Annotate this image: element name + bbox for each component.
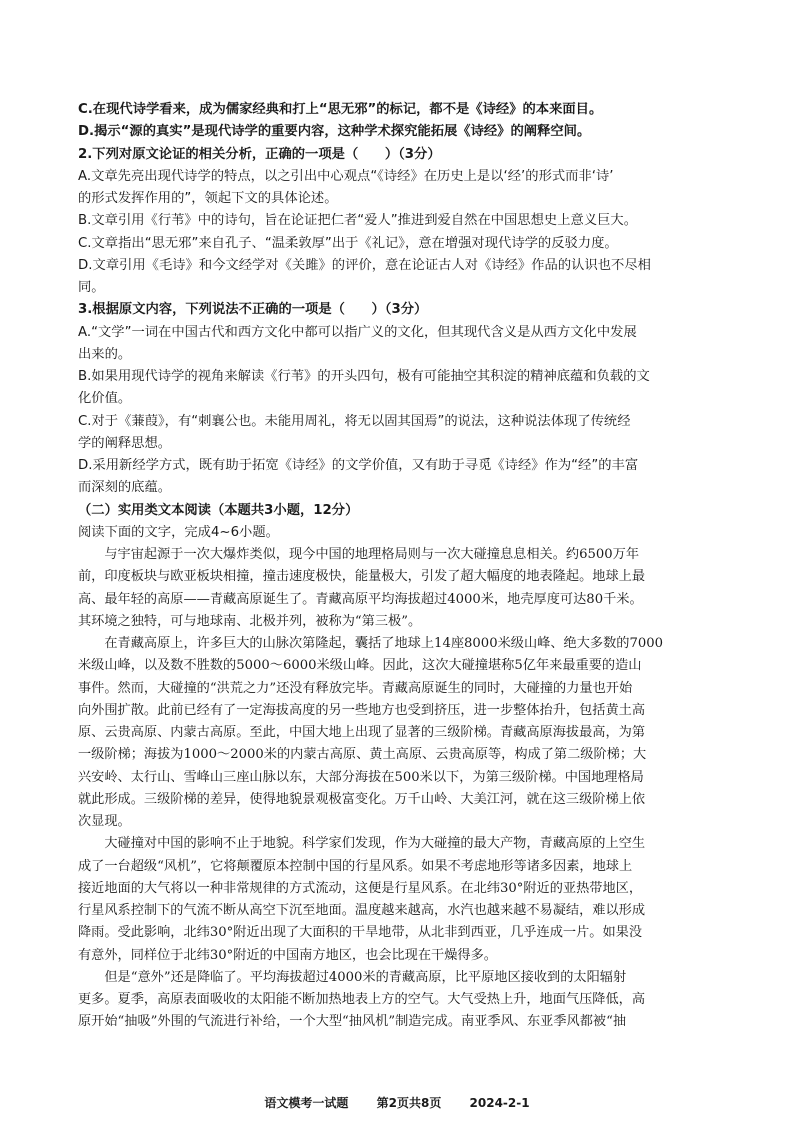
text-line: D.揭示“源的真实”是现代诗学的重要内容，这种学术探究能拓展《诗经》的阐释空间。 (78, 124, 591, 140)
text-line: D.文章引用《毛诗》和今文经学对《关雎》的评价，意在论证古人对《诗经》作品的认识也不尽相 (78, 257, 651, 273)
text-line: A.“文学”一词在中国古代和西方文化中都可以指广义的文化，但其现代含义是从西方文化中发展 (78, 324, 637, 340)
text-line: 兴安岭、太行山、雪峰山三座山脉以东，大部分海拔在500米以下，为第三级阶梯。中国地理格局 (78, 769, 644, 785)
page-footer (0, 1094, 794, 1111)
footer-page-number: 第2页共8页 (376, 1096, 442, 1110)
text-line: B.如果用现代诗学的视角来解读《行苇》的开头四句，极有可能抽空其积淀的精神底蕴和负载的文 (78, 369, 650, 384)
text-line: A.文章先亮出现代诗学的特点，以之引出中心观点“《诗经》在历史上是以‘经’的形式而非‘诗’ (78, 168, 614, 184)
text-line: C.文章指出“思无邪”来自孔子、“温柔敦厚”出于《礼记》，意在增强对现代诗学的反驳力度。 (78, 235, 618, 251)
text-line: 2.下列对原文论证的相关分析，正确的一项是（ ）（3分） (78, 146, 441, 162)
text-line: 出来的。 (78, 346, 132, 362)
text-line: 一级阶梯；海拔为1000～2000米的内蒙古高原、黄土高原、云贵高原等，构成了第二级阶梯；大 (78, 747, 647, 763)
text-line: C.在现代诗学看来，成为儒家经典和打上“思无邪”的标记，都不是《诗经》的本来面目。 (78, 102, 603, 117)
text-line: 阅读下面的文字，完成4~6小题。 (78, 524, 279, 540)
text-line: 更多。夏季，高原表面吸收的太阳能不断加热地表上方的空气。大气受热上升，地面气压降低，高 (78, 992, 646, 1007)
text-line: 次显现。 (78, 814, 131, 829)
text-line: 高、最年轻的高原——青藏高原诞生了。青藏高原平均海拔超过4000米，地壳厚度可达80千米。 (78, 591, 643, 607)
text-line: D.采用新经学方式，既有助于拓宽《诗经》的文学价值，又有助于寻觅《诗经》作为“经”的丰富 (78, 458, 639, 473)
text-line: 前，印度板块与欧亚板块相撞，撞击速度极快，能量极大，引发了超大幅度的地表隆起。地球上最 (78, 569, 646, 585)
text-line: 在青藏高原上，许多巨大的山脉次第隆起，囊括了地球上14座8000米级山峰、绝大多数的7000 (78, 636, 664, 651)
text-line: 与宇宙起源于一次大爆炸类似，现今中国的地理格局则与一次大碰撞息息相关。约6500万年 (78, 547, 640, 562)
text-line: 化价值。 (78, 391, 132, 407)
text-line: 米级山峰，以及数不胜数的5000～6000米级山峰。因此，这次大碰撞堪称5亿年来最重要的造山 (78, 658, 642, 674)
text-line: 有意外，同样位于北纬30°附近的中国南方地区，也会比现在干燥得多。 (78, 947, 497, 963)
text-line: 而深刻的底蕴。 (78, 480, 172, 496)
text-line: 其环境之独特，可与地球南、北极并列，被称为“第三极”。 (78, 613, 422, 629)
text-line: C.对于《蒹葭》，有“刺襄公也。未能用周礼，将无以固其国焉”的说法，这种说法体现了传统经 (78, 413, 631, 429)
text-line: 事件。然而，大碰撞的“洪荒之力”还没有释放完毕。青藏高原诞生的同时，大碰撞的力量也开始 (78, 680, 633, 696)
text-line: 接近地面的大气将以一种非常规律的方式流动，这便是行星风系。在北纬30°附近的亚热带地区， (78, 880, 643, 896)
text-line: （二）实用类文本阅读（本题共3小题，12分） (78, 502, 359, 518)
footer-subject: 语文模考一试题 (264, 1096, 349, 1110)
text-line: 降雨。受此影响，北纬30°附近出现了大面积的干旱地带，从北非到西亚，几乎连成一片。如果没 (78, 925, 643, 941)
footer-date: 2024-2-1 (469, 1096, 530, 1110)
text-line: 大碰撞对中国的影响不止于地貌。科学家们发现，作为大碰撞的最大产物，青藏高原的上空生 (78, 836, 646, 852)
text-line: 的形式发挥作用的”，领起下文的具体论述。 (78, 191, 338, 206)
text-line: 成了一台超级“风机”，它将颠覆原本控制中国的行星风系。如果不考虑地形等诸多因素，地球上 (78, 858, 633, 874)
text-line: 行星风系控制下的气流不断从高空下沉至地面。温度越来越高，水汽也越来越不易凝结，难以形成 (78, 903, 646, 918)
text-line: 学的阐释思想。 (78, 435, 172, 451)
text-line: 但是“意外”还是降临了。平均海拔超过4000米的青藏高原，比平原地区接收到的太阳辐射 (78, 969, 627, 985)
text-line: 同。 (78, 280, 105, 295)
text-line: 就此形成。三级阶梯的差异，使得地貌景观极富变化。万千山岭、大美江河，就在这三级阶梯上依 (78, 791, 646, 807)
text-line: 原开始“抽吸”外围的气流进行补给，一个大型“抽风机”制造完成。南亚季风、东亚季风都被“抽 (78, 1014, 627, 1030)
text-line: B.文章引用《行苇》中的诗句，旨在论证把仁者“爱人”推进到爱自然在中国思想史上意义巨大。 (78, 213, 637, 229)
text-line: 向外围扩散。此前已经有了一定海拔高度的另一些地方也受到挤压，进一步整体抬升，包括黄土高 (78, 702, 646, 718)
text-line: 原、云贵高原、内蒙古高原。至此，中国大地上出现了显著的三级阶梯。青藏高原海拔最高，为第 (78, 725, 646, 740)
text-line: 3.根据原文内容，下列说法不正确的一项是（ ）（3分） (78, 302, 428, 318)
